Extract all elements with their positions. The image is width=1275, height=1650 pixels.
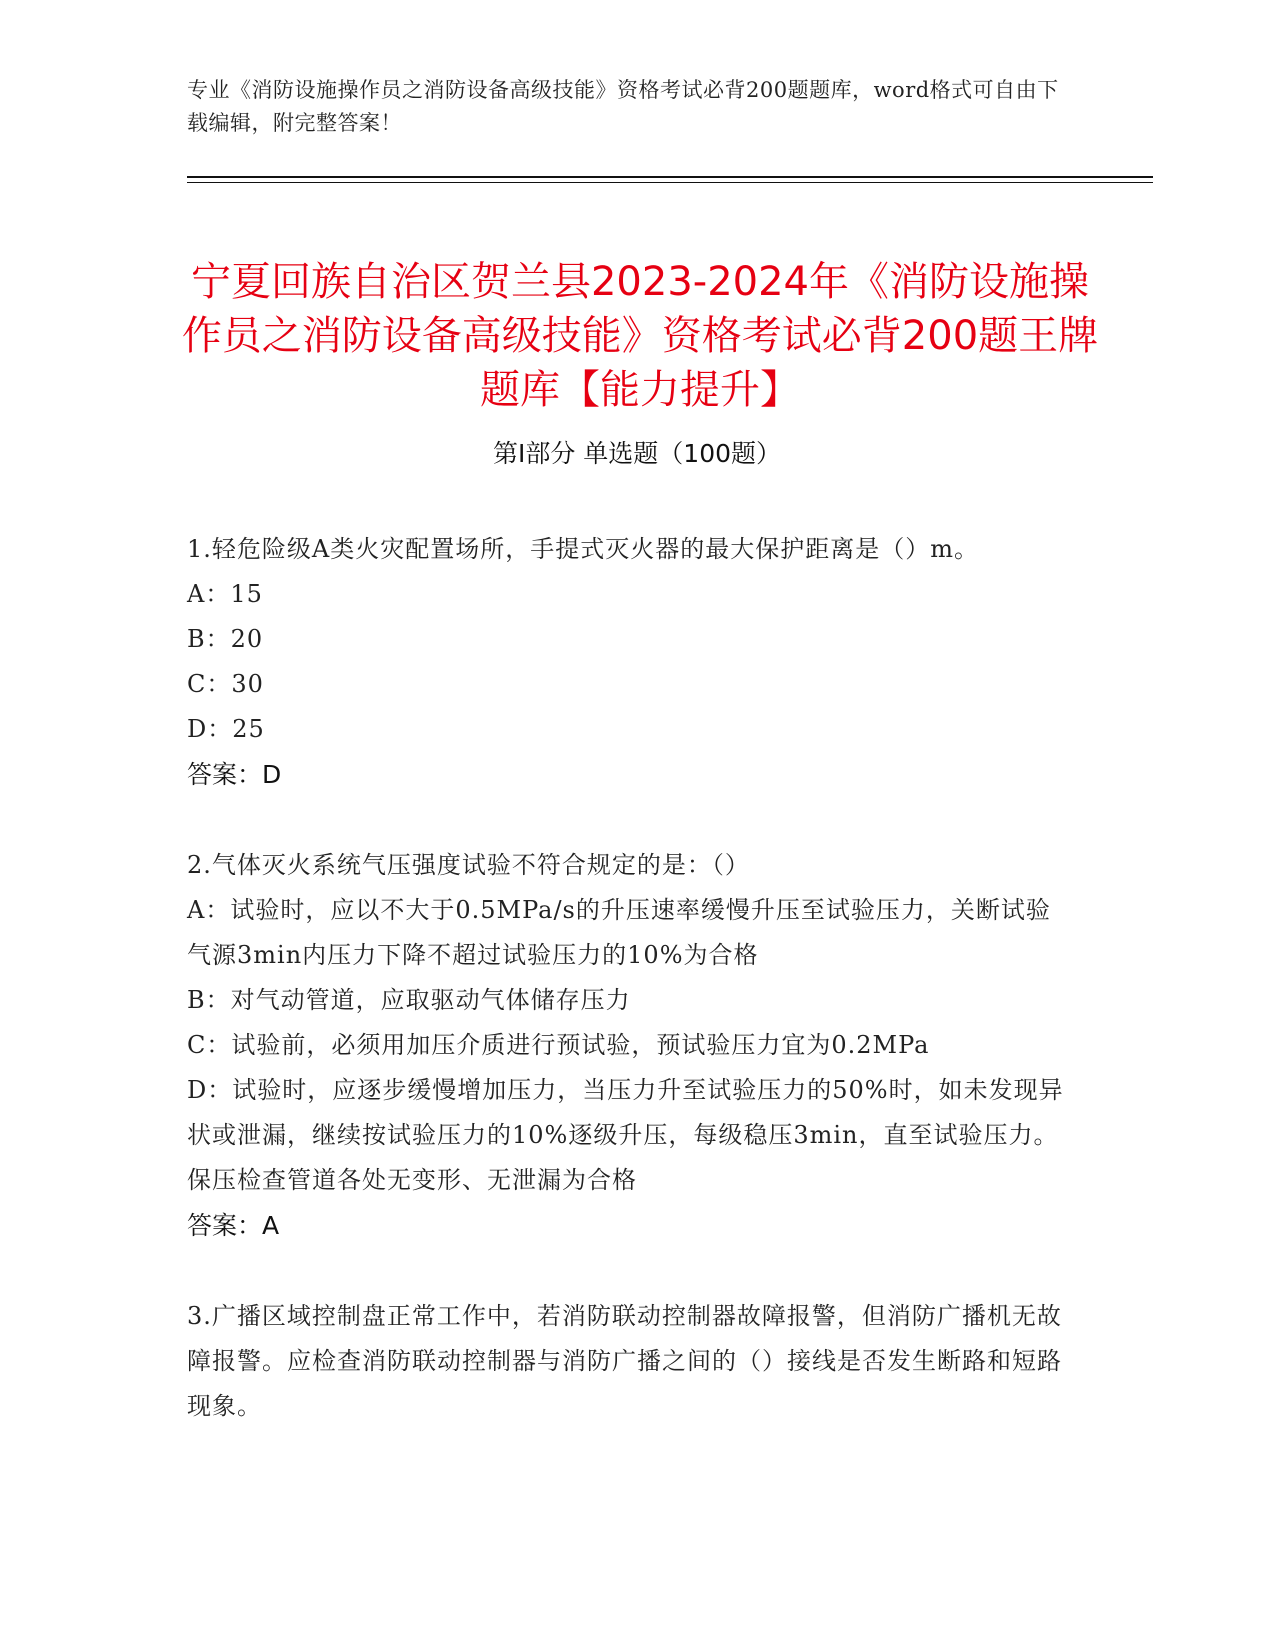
question-3 bbox=[187, 1294, 1067, 1429]
header-divider-thick bbox=[187, 176, 1153, 178]
option-a: A：试验时，应以不大于0.5MPa/s的升压速率缓慢升压至试验压力，关断试验气源3min内压力下降不超过试验压力的10%为合格 bbox=[187, 896, 1051, 969]
question-list bbox=[187, 527, 1067, 1475]
question-1 bbox=[187, 527, 1067, 797]
answer-label: 答案：A bbox=[187, 1211, 280, 1240]
header-note: 专业《消防设施操作员之消防设备高级技能》资格考试必背200题题库，word格式可自由下载编辑，附完整答案！ bbox=[187, 78, 1059, 135]
section-heading: 第I部分 单选题（100题） bbox=[492, 439, 782, 468]
question-2 bbox=[187, 843, 1067, 1248]
question-stem: 3.广播区域控制盘正常工作中，若消防联动控制器故障报警，但消防广播机无故障报警。应检查消防联动控制器与消防广播之间的（）接线是否发生断路和短路现象。 bbox=[187, 1302, 1062, 1420]
option-a: A：15 bbox=[187, 580, 263, 608]
option-d: D：试验时，应逐步缓慢增加压力，当压力升至试验压力的50%时，如未发现异状或泄漏，继续按试验压力的10%逐级升压，每级稳压3min，直至试验压力。保压检查管道各处无变形、无泄漏为合格 bbox=[187, 1076, 1064, 1194]
option-c: C：试验前，必须用加压介质进行预试验，预试验压力宜为0.2MPa bbox=[187, 1031, 930, 1059]
page-title: 宁夏回族自治区贺兰县2023-2024年《消防设施操作员之消防设备高级技能》资格考试必背200题王牌题库【能力提升】 bbox=[181, 258, 1099, 413]
header-divider-thin bbox=[187, 182, 1153, 183]
option-c: C：30 bbox=[187, 670, 264, 698]
answer-label: 答案：D bbox=[187, 760, 282, 789]
option-d: D：25 bbox=[187, 715, 265, 743]
question-stem: 1.轻危险级A类火灾配置场所，手提式灭火器的最大保护距离是（）m。 bbox=[187, 535, 979, 563]
option-b: B：20 bbox=[187, 625, 264, 653]
option-b: B：对气动管道，应取驱动气体储存压力 bbox=[187, 986, 631, 1014]
question-stem: 2.气体灭火系统气压强度试验不符合规定的是：（） bbox=[187, 851, 750, 879]
